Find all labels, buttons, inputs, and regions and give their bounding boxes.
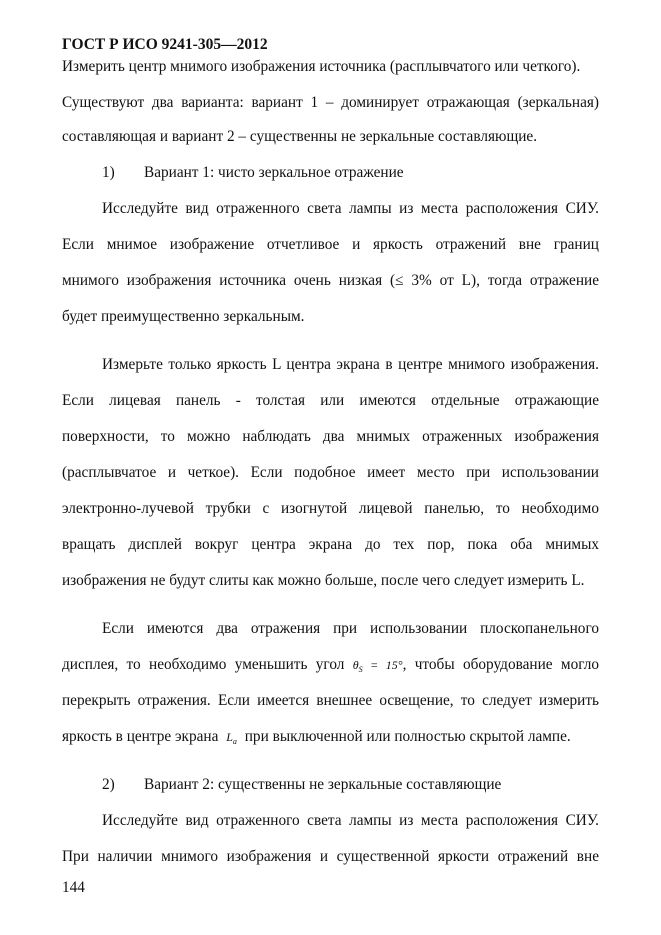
text-line: будет преимущественно зеркальным. xyxy=(62,308,305,325)
text-line: Если имеются два отражения при использовании плоскопанельного xyxy=(102,620,599,637)
page-number: 144 xyxy=(62,879,85,896)
text-fragment: яркость в центре экрана xyxy=(62,728,219,745)
text-line: Существуют два варианта: вариант 1 – доминирует отражающая (зеркальная) xyxy=(62,94,599,111)
text-line: мнимого изображения источника очень низкая (≤ 3% от L), тогда отражение xyxy=(62,272,599,289)
list-number: 1) xyxy=(102,164,115,181)
text-line: изображения не будут слиты как можно больше, после чего следует измерить L. xyxy=(62,572,585,589)
list-number: 2) xyxy=(102,776,115,793)
text-line xyxy=(62,728,599,751)
text-line: Измерить центр мнимого изображения источника (расплывчатого или четкого). xyxy=(62,58,581,75)
text-line: Исследуйте вид отраженного света лампы из места расположения СИУ. xyxy=(102,200,599,217)
text-line: Измерьте только яркость L центра экрана в центре мнимого изображения. xyxy=(102,356,599,373)
text-line: поверхности, то можно наблюдать два мнимых отраженных изображения xyxy=(62,428,599,445)
text-line: При наличии мнимого изображения и существенной яркости отражений вне xyxy=(62,848,599,865)
list-item-text: Вариант 2: существенны не зеркальные составляющие xyxy=(144,776,502,793)
document-header: ГОСТ Р ИСО 9241-305—2012 xyxy=(62,36,268,53)
text-fragment: при выключенной или полностью скрытой лампе. xyxy=(244,728,571,745)
text-line: составляющая и вариант 2 – существенны не зеркальные составляющие. xyxy=(62,128,538,145)
theta-s-formula: $\theta_S = 15^\circ$ xyxy=(352,658,403,674)
text-line: вращать дисплей вокруг центра экрана до тех пор, пока оба мнимых xyxy=(62,536,599,553)
text-fragment: дисплея, то необходимо уменьшить угол xyxy=(62,656,345,673)
text-line: перекрыть отражения. Если имеется внешнее освещение, то следует измерить xyxy=(62,692,599,709)
l-a-formula: $L_a$ xyxy=(226,730,237,746)
text-line: Если мнимое изображение отчетливое и яркость отражений вне границ xyxy=(62,236,599,253)
text-line xyxy=(62,656,599,679)
text-fragment: , чтобы оборудование могло xyxy=(402,656,600,673)
text-line: Исследуйте вид отраженного света лампы из места расположения СИУ. xyxy=(102,812,599,829)
list-item-text: Вариант 1: чисто зеркальное отражение xyxy=(144,164,404,181)
text-line: (расплывчатое и четкое). Если подобное имеет место при использовании xyxy=(62,464,599,481)
text-line: электронно-лучевой трубки с изогнутой лицевой панелью, то необходимо xyxy=(62,500,599,517)
text-line: Если лицевая панель - толстая или имеются отдельные отражающие xyxy=(62,392,599,409)
